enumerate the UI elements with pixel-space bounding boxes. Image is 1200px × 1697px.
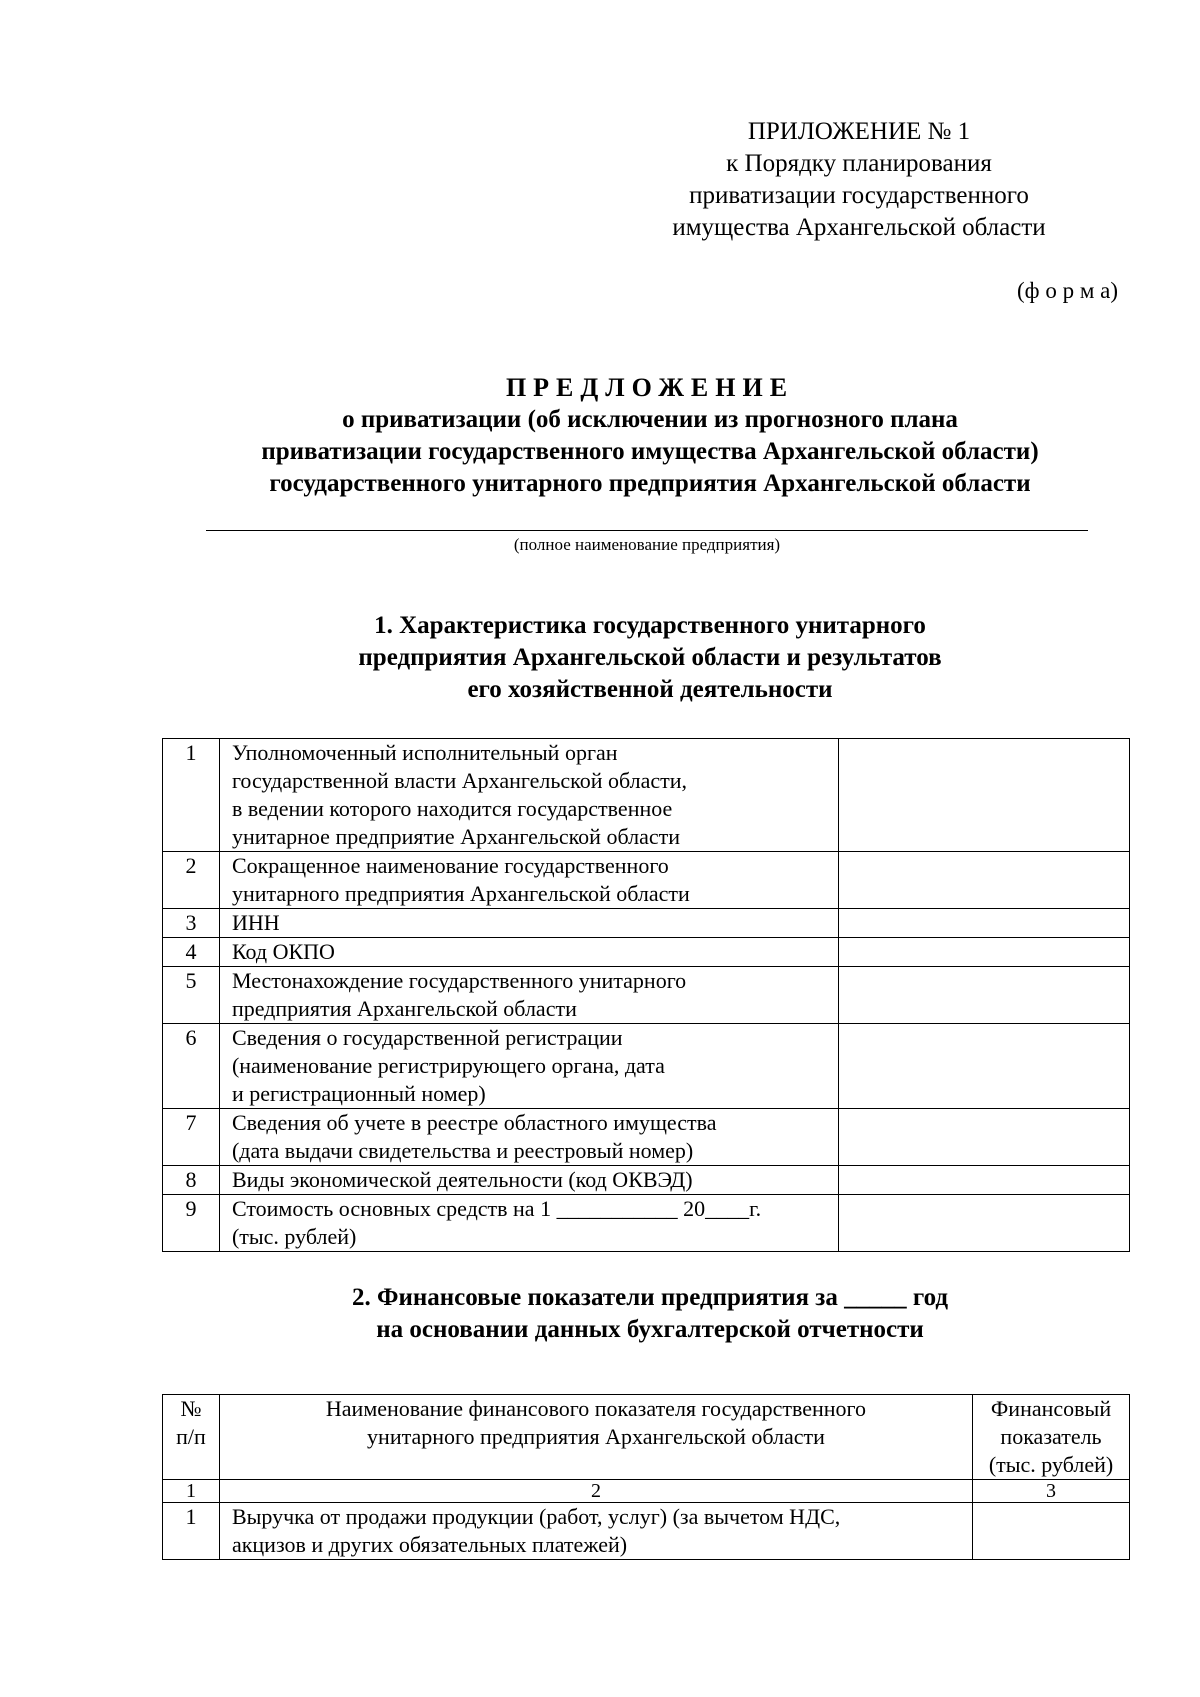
- row-value-cell[interactable]: [839, 967, 1130, 1024]
- header-value-cell: [973, 1395, 1130, 1480]
- row-label: [219, 1166, 838, 1195]
- financial-table: [162, 1394, 1130, 1560]
- header-value-line: показатель: [1000, 1424, 1102, 1449]
- column-number: 3: [973, 1480, 1130, 1503]
- row-label: [219, 967, 838, 1024]
- row-label-line: Местонахождение государственного унитарного: [231, 968, 687, 993]
- row-label-line: предприятия Архангельской области: [231, 996, 577, 1021]
- appendix-line-2: к Порядку планирования: [726, 150, 992, 177]
- row-value-cell[interactable]: [839, 938, 1130, 967]
- row-label: [219, 1503, 972, 1560]
- characteristics-row: [163, 739, 1130, 852]
- row-label-line: (тыс. рублей): [231, 1224, 357, 1249]
- column-number: 2: [219, 1480, 972, 1503]
- characteristics-table: [162, 738, 1130, 1252]
- row-label-line: Виды экономической деятельности (код ОКВЭД): [231, 1167, 693, 1192]
- row-label-line: Уполномоченный исполнительный орган: [231, 740, 618, 765]
- characteristics-row: [163, 967, 1130, 1024]
- row-label: [219, 852, 838, 909]
- document-title: [120, 372, 1180, 500]
- title-line-4: государственного унитарного предприятия Архангельской области: [269, 470, 1031, 497]
- characteristics-row: [163, 1166, 1130, 1195]
- row-number: 4: [163, 938, 220, 967]
- row-label-line: Выручка от продажи продукции (работ, услуг) (за вычетом НДС,: [231, 1504, 841, 1529]
- row-label-line: Код ОКПО: [231, 939, 335, 964]
- title-main: ПРЕДЛОЖЕНИЕ: [505, 373, 795, 402]
- row-label-line: и регистрационный номер): [231, 1081, 486, 1106]
- header-indicator-name-cell: [219, 1395, 972, 1480]
- row-label: [219, 1195, 838, 1252]
- row-value-cell[interactable]: [839, 1195, 1130, 1252]
- section1-heading-line: его хозяйственной деятельности: [467, 676, 833, 703]
- row-value-cell[interactable]: [839, 909, 1130, 938]
- enterprise-name-caption: (полное наименование предприятия): [513, 535, 781, 554]
- characteristics-row: [163, 909, 1130, 938]
- section2-heading-line: 2. Финансовые показатели предприятия за _____ год: [351, 1284, 949, 1311]
- header-number-line: п/п: [176, 1424, 206, 1449]
- row-label-line: (дата выдачи свидетельства и реестровый номер): [231, 1138, 694, 1163]
- header-number-line: №: [180, 1396, 202, 1421]
- characteristics-row: [163, 938, 1130, 967]
- row-label: [219, 938, 838, 967]
- row-number: 1: [163, 739, 220, 852]
- form-label: (ф о р м а): [1017, 278, 1118, 303]
- section1-heading-line: предприятия Архангельской области и результатов: [358, 644, 942, 671]
- header-value-line: Финансовый: [990, 1396, 1112, 1421]
- row-number: 1: [163, 1503, 220, 1560]
- row-number: 9: [163, 1195, 220, 1252]
- financial-row: [163, 1503, 1130, 1560]
- header-indicator-line: Наименование финансового показателя государственного: [325, 1396, 867, 1421]
- row-label-line: государственной власти Архангельской области,: [231, 768, 688, 793]
- row-label-line: (наименование регистрирующего органа, дата: [231, 1053, 665, 1078]
- financial-table-header: [163, 1395, 1130, 1480]
- row-label-line: Сведения о государственной регистрации: [231, 1025, 623, 1050]
- section2-heading-line: на основании данных бухгалтерской отчетности: [376, 1316, 924, 1343]
- row-label: [219, 1109, 838, 1166]
- row-label-line: Сокращенное наименование государственного: [231, 853, 669, 878]
- characteristics-row: [163, 852, 1130, 909]
- row-number: 6: [163, 1024, 220, 1109]
- characteristics-row: [163, 1195, 1130, 1252]
- row-value-cell[interactable]: [839, 1166, 1130, 1195]
- row-value-cell[interactable]: [839, 1109, 1130, 1166]
- row-label-line: ИНН: [231, 910, 280, 935]
- row-label-line: акцизов и других обязательных платежей): [231, 1532, 628, 1557]
- appendix-block: [600, 116, 1118, 244]
- row-label-line: Сведения об учете в реестре областного имущества: [231, 1110, 717, 1135]
- header-indicator-line: унитарного предприятия Архангельской области: [367, 1424, 825, 1449]
- row-number: 7: [163, 1109, 220, 1166]
- enterprise-name-line: [206, 530, 1088, 531]
- title-line-2: о приватизации (об исключении из прогнозного плана: [342, 406, 958, 433]
- column-number-row: [163, 1480, 1130, 1503]
- row-number: 5: [163, 967, 220, 1024]
- characteristics-row: [163, 1024, 1130, 1109]
- row-value-cell[interactable]: [839, 739, 1130, 852]
- column-number: 1: [163, 1480, 220, 1503]
- row-label-line: унитарного предприятия Архангельской области: [231, 881, 690, 906]
- section1-heading-line: 1. Характеристика государственного унитарного: [374, 612, 926, 639]
- row-value-cell[interactable]: [839, 1024, 1130, 1109]
- row-label-line: Стоимость основных средств на 1 ___________ 20____г.: [231, 1196, 762, 1221]
- row-value-cell[interactable]: [973, 1503, 1130, 1560]
- row-value-cell[interactable]: [839, 852, 1130, 909]
- row-number: 2: [163, 852, 220, 909]
- row-label-line: в ведении которого находится государственное: [231, 796, 673, 821]
- section1-heading: [120, 610, 1180, 706]
- header-value-line: (тыс. рублей): [988, 1452, 1114, 1477]
- header-number-cell: [163, 1395, 220, 1480]
- row-number: 8: [163, 1166, 220, 1195]
- characteristics-row: [163, 1109, 1130, 1166]
- row-number: 3: [163, 909, 220, 938]
- row-label: [219, 739, 838, 852]
- appendix-number: ПРИЛОЖЕНИЕ № 1: [747, 118, 971, 145]
- row-label-line: унитарное предприятие Архангельской области: [231, 824, 680, 849]
- title-line-3: приватизации государственного имущества Архангельской области): [261, 438, 1039, 465]
- row-label: [219, 1024, 838, 1109]
- section2-heading: [120, 1282, 1180, 1346]
- appendix-line-4: имущества Архангельской области: [672, 214, 1046, 241]
- appendix-line-3: приватизации государственного: [689, 182, 1029, 209]
- row-label: [219, 909, 838, 938]
